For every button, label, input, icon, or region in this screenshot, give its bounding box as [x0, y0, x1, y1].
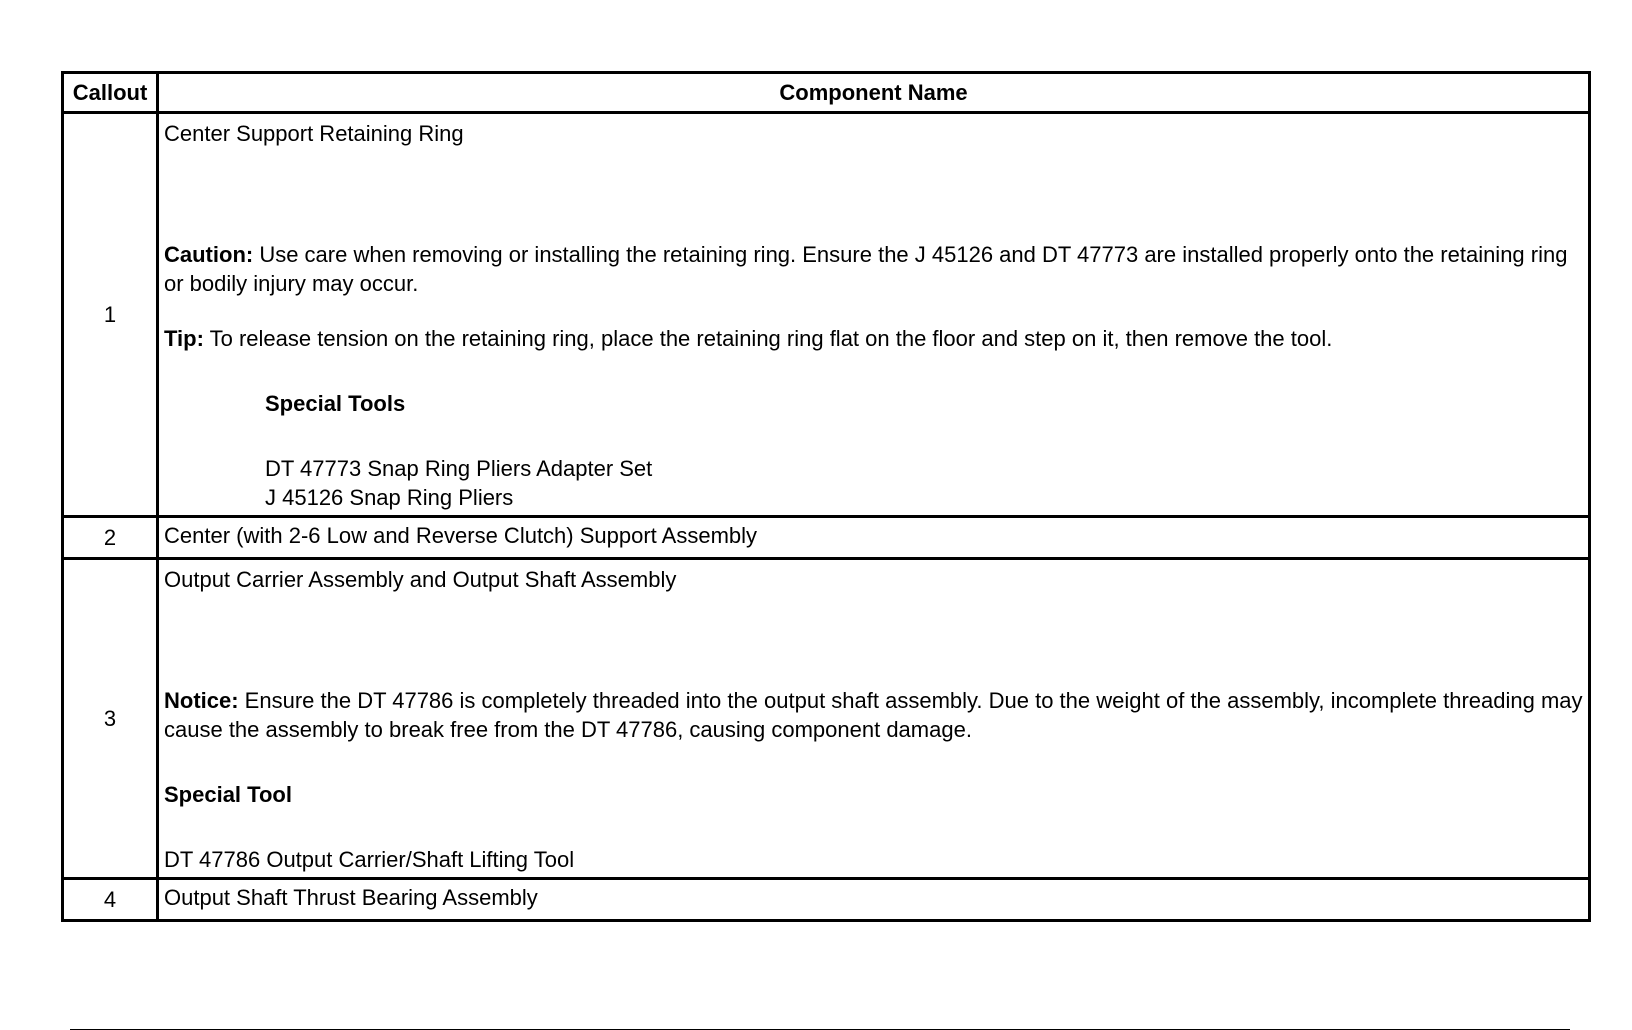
table-row [63, 879, 1590, 921]
callout-table [61, 71, 1591, 922]
callout-header: Callout [63, 73, 158, 113]
callout-number: 3 [63, 559, 158, 879]
callout-number: 2 [63, 517, 158, 559]
special-tool-heading: Special Tool [164, 782, 292, 807]
component-name: Output Carrier Assembly and Output Shaft Assembly [164, 567, 677, 592]
tool-item: DT 47786 Output Carrier/Shaft Lifting Tool [164, 847, 575, 872]
table-row [63, 559, 1590, 879]
caution-label: Caution: [164, 242, 254, 267]
component-name-header: Component Name [158, 73, 1590, 113]
notice-label: Notice: [164, 688, 239, 713]
special-tools [164, 389, 1586, 512]
component-name: Output Shaft Thrust Bearing Assembly [158, 879, 1590, 921]
header-row [63, 73, 1590, 113]
caution-note [164, 240, 1586, 298]
notice-note [164, 686, 1586, 744]
component-name: Center Support Retaining Ring [164, 121, 464, 146]
tool-item: DT 47773 Snap Ring Pliers Adapter Set [265, 456, 653, 481]
component-cell [158, 559, 1590, 879]
tool-item: J 45126 Snap Ring Pliers [265, 485, 514, 510]
tip-note [164, 324, 1586, 353]
component-name: Center (with 2-6 Low and Reverse Clutch) Support Assembly [158, 517, 1590, 559]
tip-label: Tip: [164, 326, 204, 351]
tip-text: To release tension on the retaining ring, place the retaining ring flat on the floor and step on it, then remove the tool. [203, 326, 1333, 351]
table-row [63, 113, 1590, 517]
special-tools-heading: Special Tools [265, 391, 406, 416]
callout-number: 1 [63, 113, 158, 517]
component-cell [158, 113, 1590, 517]
table-row [63, 517, 1590, 559]
callout-number: 4 [63, 879, 158, 921]
notice-text: Ensure the DT 47786 is completely threaded into the output shaft assembly. Due to the weight of the assembly, incomplete threading may cause the assembly to break free from the DT 47786, causing component damage. [164, 688, 1583, 742]
caution-text: Use care when removing or installing the retaining ring. Ensure the J 45126 and DT 47773 are installed properly onto the retaining ring or bodily injury may occur. [164, 242, 1568, 296]
